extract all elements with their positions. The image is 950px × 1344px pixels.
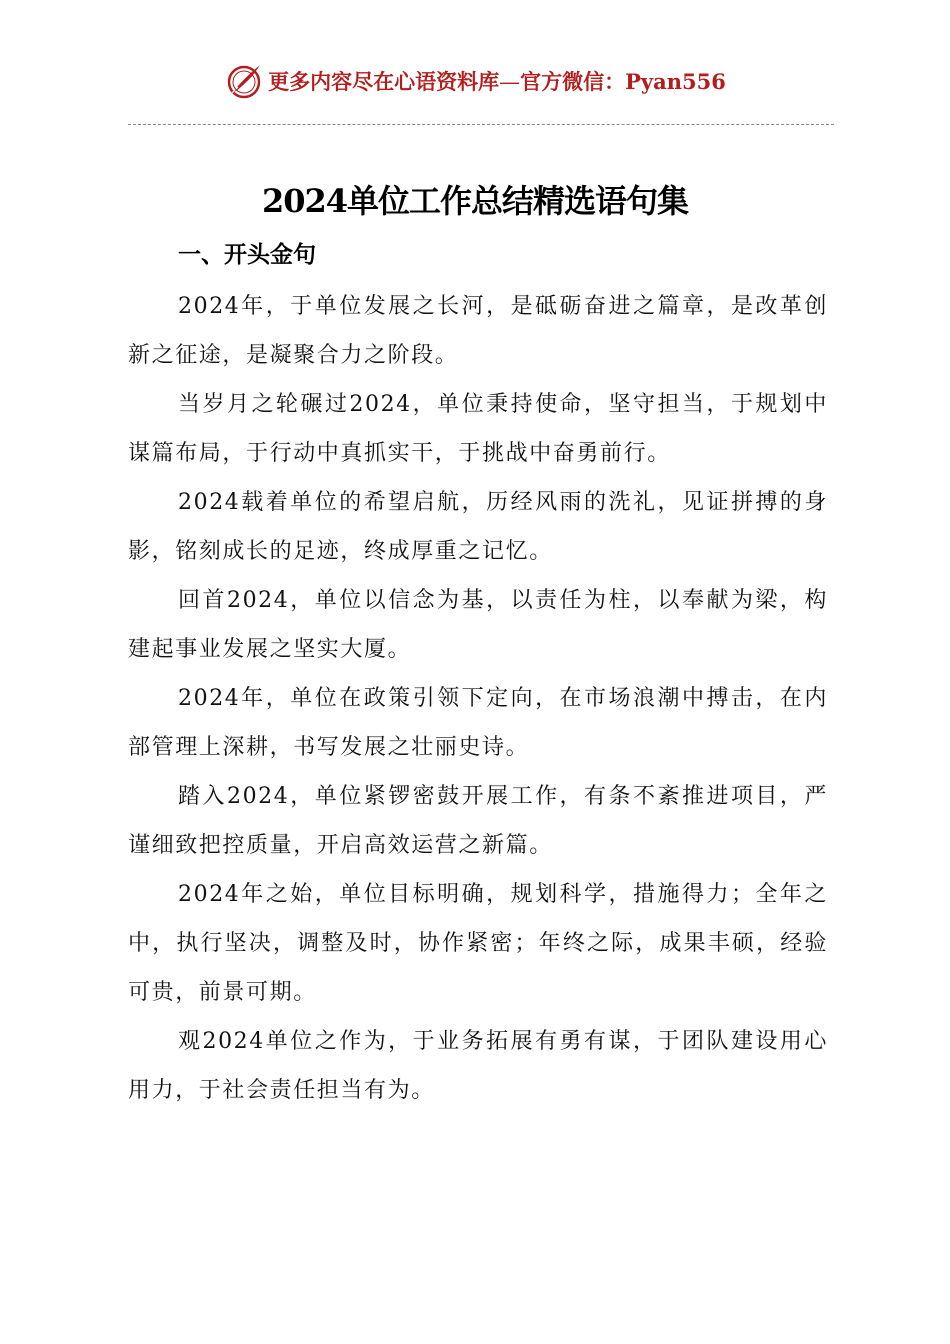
section-heading: 一、开头金句 [178, 242, 316, 268]
header-banner-contact: 官方微信：Pyan556 [520, 69, 726, 94]
header-divider [128, 124, 834, 125]
paragraph-4: 回首2024，单位以信念为基，以责任为柱，以奉献为梁，构建起事业发展之坚实大厦。 [128, 588, 828, 662]
paragraph-1: 2024年，于单位发展之长河，是砥砺奋进之篇章，是改革创新之征途，是凝聚合力之阶段。 [128, 294, 828, 368]
header-banner-text [268, 66, 726, 96]
header-banner-separator: — [499, 70, 521, 94]
paragraph-6: 踏入2024，单位紧锣密鼓开展工作，有条不紊推进项目，严谨细致把控质量，开启高效运营之新篇。 [128, 784, 828, 858]
header-banner-main: 更多内容尽在心语资料库 [268, 69, 500, 94]
quill-pen-circle-icon [224, 61, 264, 101]
document-title: 2024单位工作总结精选语句集 [261, 182, 689, 220]
paragraph-8: 观2024单位之作为，于业务拓展有勇有谋，于团队建设用心用力，于社会责任担当有为。 [128, 1029, 828, 1103]
page-header-banner [0, 56, 950, 106]
document-body [128, 282, 828, 1115]
paragraph-7: 2024年之始，单位目标明确，规划科学，措施得力；全年之中，执行坚决，调整及时，协作紧密；年终之际，成果丰硕，经验可贵，前景可期。 [128, 882, 828, 1005]
paragraph-3: 2024载着单位的希望启航，历经风雨的洗礼，见证拼搏的身影，铭刻成长的足迹，终成厚重之记忆。 [128, 490, 828, 564]
paragraph-5: 2024年，单位在政策引领下定向，在市场浪潮中搏击，在内部管理上深耕，书写发展之壮丽史诗。 [128, 686, 828, 760]
paragraph-2: 当岁月之轮碾过2024，单位秉持使命，坚守担当，于规划中谋篇布局，于行动中真抓实干，于挑战中奋勇前行。 [128, 392, 828, 466]
